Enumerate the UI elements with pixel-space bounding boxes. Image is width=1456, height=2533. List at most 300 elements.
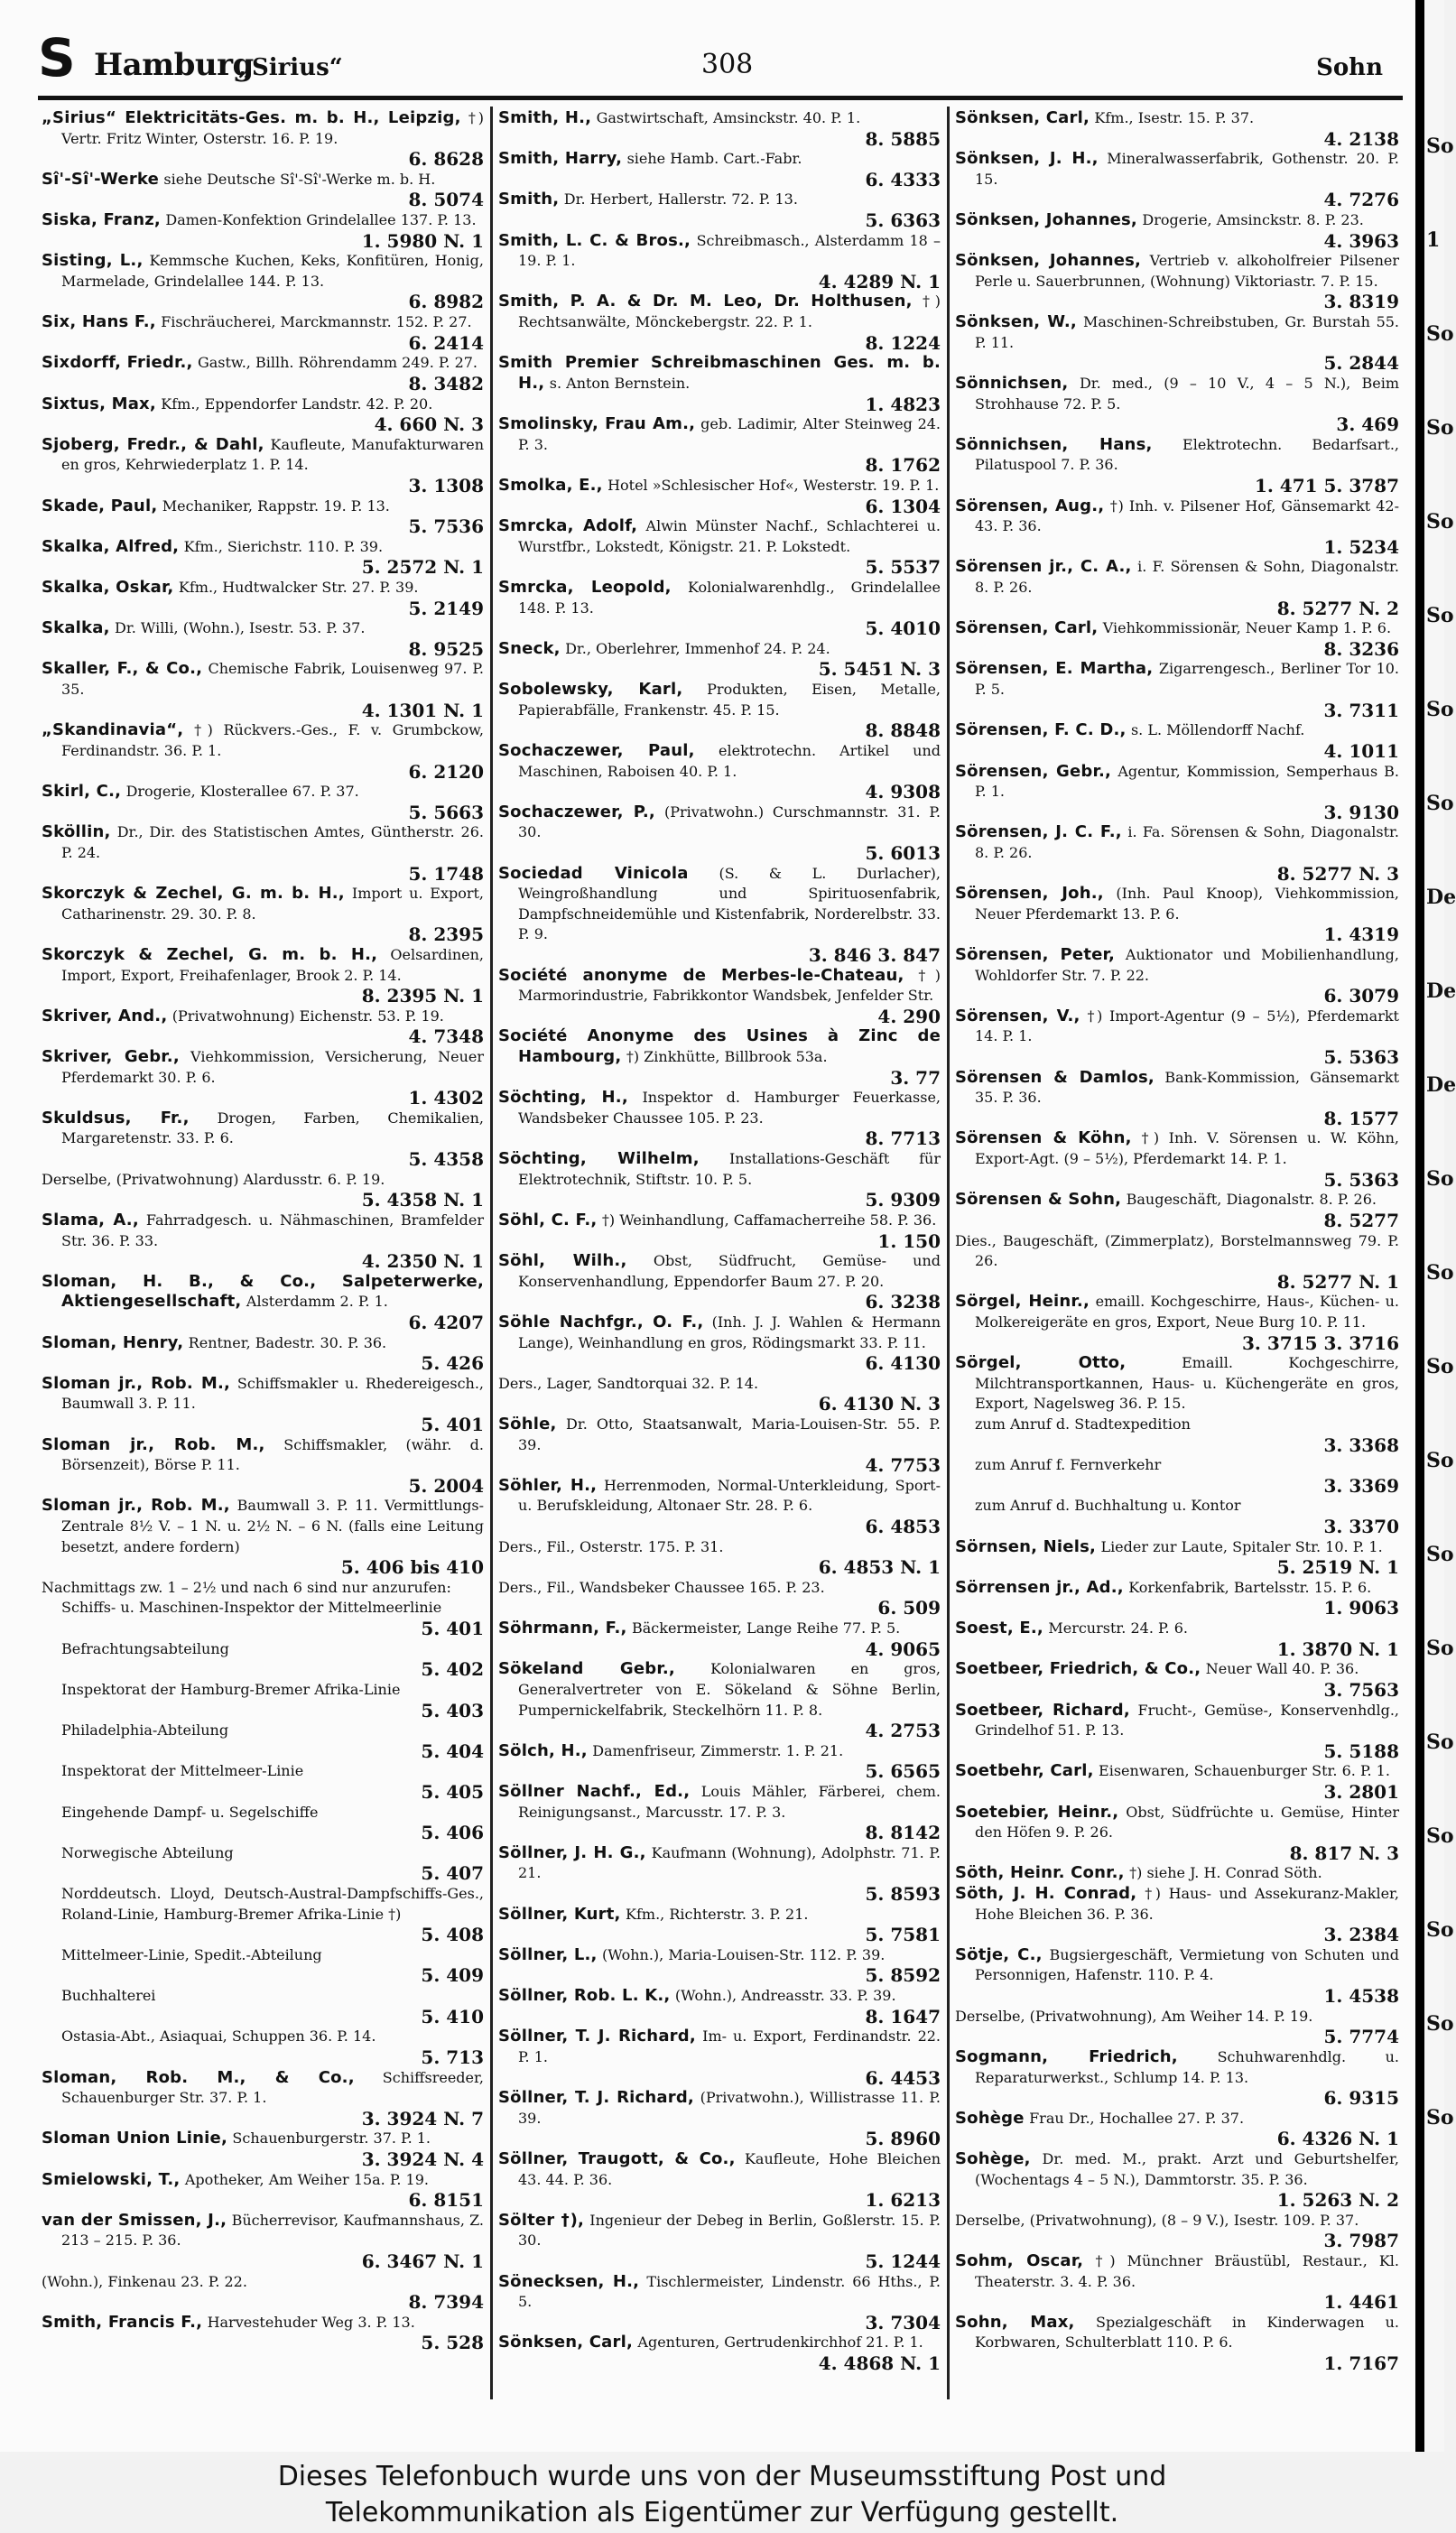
listing-name: Sörensen & Köhn, xyxy=(955,1128,1132,1148)
phone-number: 6. 4207 xyxy=(408,1311,484,1333)
listing-name: Sî'-Sî'-Werke xyxy=(42,169,160,189)
listing-entry xyxy=(955,1190,1399,1230)
listing-details: s. L. Möllendorff Nachf. xyxy=(1130,721,1305,739)
listing-name: Sörensen, J. C. F., xyxy=(955,822,1122,842)
phone-number: 6. 8151 xyxy=(408,2189,484,2212)
listing-details: †) Zinkhütte, Billbrook 53a. xyxy=(626,1048,828,1066)
listing-entry xyxy=(955,1353,1399,1415)
listing-name: Soetbehr, Carl, xyxy=(955,1761,1094,1781)
phone-number: 5. 401 xyxy=(421,1618,484,1640)
city-title: Hamburg xyxy=(94,47,254,83)
listing-details: Schiffsmakler, (währ. d. Börsenzeit), Börse P. 11. xyxy=(61,1435,485,1474)
listing-entry xyxy=(955,374,1399,435)
listing-name: Söth, J. H. Conrad, xyxy=(955,1884,1137,1904)
listing-details: (Wohn.), Andreasstr. 33. P. 39. xyxy=(674,1987,896,2005)
listing-name: Skuldsus, Fr., xyxy=(42,1108,190,1127)
listing-name: Söchting, Wilhelm, xyxy=(498,1149,700,1169)
phone-number: 1. 7167 xyxy=(1323,2352,1399,2375)
phone-number: 1. 9063 xyxy=(1323,1597,1399,1619)
listing-name: Skriver, Gebr., xyxy=(42,1047,180,1067)
listing-details: Baugeschäft, Diagonalstr. 8. P. 26. xyxy=(1126,1191,1377,1209)
phone-number: 4. 4289 N. 1 xyxy=(818,270,941,292)
listing-details: Norddeutsch. Lloyd, Deutsch-Austral-Dampfschiffs-Ges., Roland-Linie, Hamburg-Bremer Afrika-Linie †) xyxy=(61,1885,484,1923)
listing-details: Spezialgeschäft in Kinderwagen u. Korbwaren, Schulterblatt 110. P. 6. xyxy=(975,2313,1399,2352)
listing-entry xyxy=(498,1374,941,1415)
phone-number: 5. 406 xyxy=(421,1822,484,1844)
listing-details: (Inh. J. J. Wahlen & Hermann Lange), Weinhandlung en gros, Rödingsmarkt 33. P. 11. xyxy=(518,1313,941,1351)
listing-name: Sölter †), xyxy=(498,2210,585,2230)
listing-name: Sloman, Rob. M., & Co., xyxy=(42,2067,355,2087)
listing-entry xyxy=(42,1170,484,1211)
phone-number: 8. 2395 xyxy=(408,923,484,946)
listing-entry xyxy=(42,782,484,822)
listing-details: Agenturen, Gertrudenkirchhof 21. P. 1. xyxy=(637,2334,923,2352)
listing-entry xyxy=(498,1905,941,1945)
listing-details: Chemische Fabrik, Louisenweg 97. P. 35. xyxy=(61,660,485,699)
listing-details: Hotel »Schlesischer Hof«, Westerstr. 19. P. 1. xyxy=(607,476,940,494)
phone-number: 5. 2572 N. 1 xyxy=(361,556,484,579)
listing-entry xyxy=(955,1884,1399,1945)
listing-name: Société Anonyme des Usines à Zinc de Hambourg, xyxy=(498,1026,941,1067)
listing-entry xyxy=(42,1211,484,1272)
phone-number: 6. 1304 xyxy=(865,495,941,517)
listing-name: Skorczyk & Zechel, G. m. b. H., xyxy=(42,884,345,904)
phone-number: 5. 2844 xyxy=(1323,352,1399,375)
phone-number: 5. 7536 xyxy=(408,515,484,538)
phone-number: 5. 403 xyxy=(421,1699,484,1721)
listing-entry xyxy=(498,2211,941,2272)
phone-number: 3. 7311 xyxy=(1323,699,1399,721)
listing-entry xyxy=(498,864,941,966)
listing-entry xyxy=(955,312,1399,374)
listing-details: Louis Mähler, Färberei, chem. Reinigungsanst., Marcusstr. 17. P. 3. xyxy=(518,1782,941,1821)
listing-details: s. Anton Bernstein. xyxy=(549,374,691,392)
phone-number: 5. 2149 xyxy=(408,597,484,619)
edge-fragment: So xyxy=(1426,1449,1454,1472)
listing-name: Sloman jr., Rob. M., xyxy=(42,1496,230,1516)
listing-name: Sjoberg, Fredr., & Dahl, xyxy=(42,434,264,454)
listing-details: Produkten, Eisen, Metalle, Papierabfälle, Frankenstr. 45. P. 15. xyxy=(518,681,941,719)
listing-details: Ders., Lager, Sandtorquai 32. P. 14. xyxy=(498,1374,759,1392)
phone-number: 4. 1011 xyxy=(1323,739,1399,762)
listing-details: Ders., Fil., Osterstr. 175. P. 31. xyxy=(498,1537,724,1555)
listing-details: Bücherrevisor, Kaufmannshaus, Z. 213 – 215. P. 36. xyxy=(61,2211,485,2250)
listing-details: Viehkommission, Versicherung, Neuer Pferdemarkt 30. P. 6. xyxy=(61,1048,484,1086)
edge-fragment: So xyxy=(1426,510,1454,534)
listing-details: Zigarrengesch., Berliner Tor 10. P. 5. xyxy=(975,660,1400,699)
phone-number: 5. 5663 xyxy=(408,801,484,823)
listing-entry xyxy=(955,496,1399,558)
listing-name: Sloman jr., Rob. M., xyxy=(42,1434,265,1454)
phone-number: 4. 2753 xyxy=(865,1720,941,1742)
listing-entry xyxy=(42,1680,484,1721)
edge-fragment: So xyxy=(1426,1543,1454,1566)
listing-details: Kaufmann (Wohnung), Adolphstr. 71. P. 21. xyxy=(518,1843,941,1882)
edition-title: „Sirius“ xyxy=(238,54,343,81)
listing-details: Derselbe, (Privatwohnung), (8 – 9 V.), Isestr. 109. P. 37. xyxy=(955,2211,1359,2229)
listing-entry xyxy=(498,2333,941,2373)
listing-entry xyxy=(42,435,484,496)
listing-name: Sönnichsen, Hans, xyxy=(955,434,1153,454)
listing-name: Sixdorff, Friedr., xyxy=(42,353,193,373)
listing-entry xyxy=(498,1026,941,1088)
listing-entry xyxy=(955,1863,1399,1884)
listing-name: Söllner, T. J. Richard, xyxy=(498,2027,696,2046)
listing-entry xyxy=(955,884,1399,945)
listing-name: Sönnichsen, xyxy=(955,373,1069,393)
phone-number: 8. 5277 N. 3 xyxy=(1276,862,1399,885)
edge-fragment: So xyxy=(1426,1918,1454,1942)
listing-entry xyxy=(498,1843,941,1905)
listing-details: Philadelphia-Abteilung xyxy=(61,1721,229,1740)
listing-entry xyxy=(42,884,484,945)
listing-entry xyxy=(955,149,1399,210)
listing-name: Skalka, Alfred, xyxy=(42,536,180,556)
listing-details: Kfm., Richterstr. 3. P. 21. xyxy=(626,1905,809,1923)
listing-details: Alwin Münster Nachf., Schlachterei u. Wurstfbr., Lokstedt, Königstr. 21. P. Lokstedt. xyxy=(518,517,941,555)
listing-details: zum Anruf d. Stadtexpedition xyxy=(975,1415,1191,1433)
listing-entry xyxy=(42,1109,484,1170)
listing-name: Smolka, E., xyxy=(498,475,603,495)
listing-entry xyxy=(955,1455,1399,1496)
listing-name: Sökeland Gebr., xyxy=(498,1659,675,1679)
listing-entry xyxy=(498,149,941,190)
listing-entry xyxy=(498,1578,941,1619)
listing-entry xyxy=(955,1415,1399,1455)
listing-entry xyxy=(498,1986,941,2027)
listing-details: Tischlermeister, Lindenstr. 66 Hths., P. 5. xyxy=(518,2272,941,2311)
listing-details: Obst, Südfrüchte u. Gemüse, Hinter den Höfen 9. P. 26. xyxy=(975,1803,1400,1842)
listing-name: Sohège, xyxy=(955,2148,1031,2168)
listing-entry xyxy=(498,1782,941,1843)
listing-name: Sneck, xyxy=(498,638,561,658)
listing-entry xyxy=(42,2272,484,2313)
phone-number: 8. 1224 xyxy=(865,331,941,354)
listing-details: Kfm., Isestr. 15. P. 37. xyxy=(1094,109,1255,126)
listing-details: Ders., Fil., Wandsbeker Chaussee 165. P. 23. xyxy=(498,1578,825,1596)
listing-entry xyxy=(42,1884,484,1945)
page-header xyxy=(38,27,1401,90)
phone-number: 5. 8592 xyxy=(865,1964,941,1987)
phone-number: 5. 410 xyxy=(421,2005,484,2027)
phone-number: 4. 1301 N. 1 xyxy=(361,699,484,721)
listing-name: Soetbeer, Friedrich, & Co., xyxy=(955,1659,1201,1679)
phone-number: 4. 9308 xyxy=(865,781,941,803)
phone-number: 5. 7581 xyxy=(865,1924,941,1946)
listing-details: †) Import-Agentur (9 – 5½), Pferdemarkt 14. P. 1. xyxy=(975,1007,1399,1045)
listing-name: Smith, P. A. & Dr. M. Leo, Dr. Holthusen, xyxy=(498,292,913,311)
phone-number: 1. 4461 xyxy=(1323,2291,1399,2314)
listing-details: geb. Ladimir, Alter Steinweg 24. P. 3. xyxy=(518,415,941,453)
listing-entry xyxy=(42,2313,484,2353)
listing-name: „Sirius“ Elektricitäts-Ges. m. b. H., Leipzig, xyxy=(42,108,461,127)
phone-number: 3. 3368 xyxy=(1323,1434,1399,1456)
listing-name: Sochaczewer, P., xyxy=(498,802,655,821)
listing-name: Sörensen, Joh., xyxy=(955,884,1104,904)
listing-details: (Privatwohn.), Willistrasse 11. P. 39. xyxy=(518,2089,941,2127)
listing-entry xyxy=(42,2068,484,2129)
listing-name: Söhle, xyxy=(498,1415,557,1434)
listing-entry xyxy=(42,1843,484,1884)
phone-number: 8. 5277 N. 1 xyxy=(1276,1270,1399,1293)
listing-name: Sönksen, Johannes, xyxy=(955,210,1137,230)
phone-number: 8. 7394 xyxy=(408,2291,484,2314)
listing-entry xyxy=(42,1047,484,1109)
listing-details: Alsterdamm 2. P. 1. xyxy=(246,1293,388,1311)
listing-name: Sörensen, Gebr., xyxy=(955,761,1112,781)
listing-details: Nachmittags zw. 1 – 2½ und nach 6 sind nur anzurufen: xyxy=(42,1578,451,1596)
listing-details: †) Marmorindustrie, Fabrikkontor Wandsbek, Jenfelder Str. xyxy=(518,966,941,1005)
listing-name: Sönecksen, H., xyxy=(498,2271,640,2291)
listing-entry xyxy=(498,1659,941,1740)
listing-details: †) Inh. V. Sörensen u. W. Köhn, Export-Agt. (9 – 5½), Pferdemarkt 14. P. 1. xyxy=(975,1129,1399,1168)
listing-name: Sörnsen, Niels, xyxy=(955,1536,1097,1556)
phone-number: 8. 5885 xyxy=(865,127,941,150)
phone-number: 5. 408 xyxy=(421,1924,484,1946)
listing-name: Söhle Nachfgr., O. F., xyxy=(498,1312,704,1331)
listing-details: Emaill. Kochgeschirre, Milchtransportkannen, Haus- u. Küchengeräte en gros, Export, Nagelsweg 36. P. 15. xyxy=(975,1354,1400,1413)
listing-details: Schauenburgerstr. 37. P. 1. xyxy=(232,2129,431,2148)
listing-entry xyxy=(498,476,941,516)
running-head: Sohn xyxy=(1316,54,1383,81)
listing-details: †) siehe J. H. Conrad Söth. xyxy=(1129,1864,1322,1882)
listing-details: (S. & L. Durlacher), Weingroßhandlung und Spirituosenfabrik, Dampfschneidemühle und Kistenfabrik, Norderelbstr. 33. P. 9. xyxy=(518,864,941,943)
listing-entry xyxy=(42,945,484,1007)
listing-name: Sönksen, Carl, xyxy=(498,2333,633,2352)
phone-number: 8. 1647 xyxy=(865,2005,941,2027)
listing-details: (Inh. Paul Knoop), Viehkommission, Neuer Pferdemarkt 13. P. 6. xyxy=(975,885,1400,923)
listing-details: Kemmsche Kuchen, Keks, Konfitüren, Honig, Marmelade, Grindelallee 144. P. 13. xyxy=(61,252,484,290)
listing-entry xyxy=(955,1761,1399,1802)
listing-entry xyxy=(498,2088,941,2149)
phone-number: 3. 2801 xyxy=(1323,1780,1399,1803)
listing-entry xyxy=(955,1068,1399,1129)
phone-number: 3. 3715 3. 3716 xyxy=(1242,1331,1399,1354)
listing-name: Sloman jr., Rob. M., xyxy=(42,1373,231,1393)
footer-line-2: Telekommunikation als Eigentümer zur Verfügung gestellt. xyxy=(325,2497,1119,2528)
phone-number: 5. 528 xyxy=(421,2332,484,2354)
phone-number: 1. 5980 N. 1 xyxy=(361,229,484,252)
listing-name: Sörensen, Carl, xyxy=(955,618,1099,638)
listing-entry xyxy=(42,578,484,618)
listing-name: Skalka, xyxy=(42,618,110,638)
phone-number: 5. 5451 N. 3 xyxy=(818,658,941,681)
listing-entry xyxy=(42,659,484,720)
listing-details: Eingehende Dampf- u. Segelschiffe xyxy=(61,1803,319,1821)
section-letter: S xyxy=(38,27,76,88)
listing-details: Frucht-, Gemüse-, Konservenhdlg., Grindelhof 51. P. 13. xyxy=(975,1701,1400,1740)
listing-entry xyxy=(498,680,941,741)
listing-details: Kfm., Eppendorfer Landstr. 42. P. 20. xyxy=(161,394,433,413)
phone-number: 8. 8848 xyxy=(865,719,941,742)
listing-entry xyxy=(42,1272,484,1333)
phone-number: 1. 6213 xyxy=(865,2189,941,2212)
phone-number: 4. 2350 N. 1 xyxy=(361,1250,484,1273)
phone-number: 1. 4823 xyxy=(865,393,941,415)
listing-entry xyxy=(42,1496,484,1577)
phone-number: 5. 404 xyxy=(421,1740,484,1762)
listing-entry xyxy=(955,1803,1399,1864)
phone-number: 5. 405 xyxy=(421,1780,484,1803)
listing-entry xyxy=(42,108,484,170)
phone-number: 8. 1762 xyxy=(865,454,941,477)
listing-name: Smith Premier Schreibmaschinen Ges. m. b. H., xyxy=(498,353,941,393)
phone-number: 5. 402 xyxy=(421,1658,484,1681)
listing-entry xyxy=(42,2170,484,2211)
listing-name: van der Smissen, J., xyxy=(42,2210,227,2230)
listing-name: Sochaczewer, Paul, xyxy=(498,740,695,760)
phone-number: 5. 4358 N. 1 xyxy=(361,1189,484,1211)
phone-number: 3. 2384 xyxy=(1323,1924,1399,1946)
listing-details: †) Münchner Bräustübl, Restaur., Kl. Theaterstr. 3. 4. P. 36. xyxy=(975,2251,1400,2290)
phone-number: 8. 7713 xyxy=(865,1127,941,1150)
phone-number: 8. 5074 xyxy=(408,189,484,211)
listing-name: Société anonyme de Merbes-le-Chateau, xyxy=(498,965,904,985)
listing-details: Frau Dr., Hochallee 27. P. 37. xyxy=(1029,2109,1245,2127)
phone-number: 1. 4319 xyxy=(1323,923,1399,946)
listing-name: Sohège xyxy=(955,2108,1025,2128)
listing-details: †) Vertr. Fritz Winter, Osterstr. 16. P. 19. xyxy=(61,109,484,147)
phone-number: 6. 4326 N. 1 xyxy=(1276,2128,1399,2150)
edge-fragment: So xyxy=(1426,2106,1454,2129)
phone-number: 5. 6565 xyxy=(865,1760,941,1783)
listing-entry xyxy=(42,1578,484,1599)
phone-number: 5. 406 bis 410 xyxy=(340,1556,484,1579)
listing-name: Skade, Paul, xyxy=(42,496,158,515)
listing-details: Dr. med., (9 – 10 V., 4 – 5 N.), Beim Strohhause 72. P. 5. xyxy=(975,374,1399,413)
phone-number: 1. 5263 N. 2 xyxy=(1276,2189,1399,2212)
phone-number: 5. 407 xyxy=(421,1862,484,1885)
edge-fragment: De xyxy=(1426,1073,1456,1097)
listing-details: Fahrradgesch. u. Nähmaschinen, Bramfelder Str. 36. P. 33. xyxy=(61,1211,484,1249)
listing-entry xyxy=(42,251,484,312)
edge-fragment: So xyxy=(1426,1261,1454,1285)
listing-entry xyxy=(498,2272,941,2334)
listing-details: Mechaniker, Rappstr. 19. P. 13. xyxy=(162,496,390,515)
listing-details: Auktionator und Mobilienhandlung, Wohldorfer Str. 7. P. 22. xyxy=(975,945,1400,984)
listing-details: Drogen, Farben, Chemikalien, Margaretenstr. 33. P. 6. xyxy=(61,1109,484,1147)
phone-number: 5. 5363 xyxy=(1323,1168,1399,1191)
phone-number: 8. 2395 N. 1 xyxy=(361,985,484,1007)
listing-name: Smith, L. C. & Bros., xyxy=(498,230,691,250)
listing-entry xyxy=(42,2027,484,2067)
listing-details: Baumwall 3. P. 11. Vermittlungs-Zentrale 8½ V. – 1 N. u. 2½ N. – 6 N. (falls eine Leitung besetzt, andere fordern) xyxy=(61,1497,485,1555)
listing-entry xyxy=(42,1986,484,2027)
edge-fragment: So xyxy=(1426,135,1454,158)
phone-number: 8. 9525 xyxy=(408,637,484,660)
listing-entry xyxy=(955,1007,1399,1068)
listing-name: Smrcka, Leopold, xyxy=(498,578,672,598)
listing-details: siehe Hamb. Cart.-Fabr. xyxy=(626,150,802,168)
listing-name: Skaller, F., & Co., xyxy=(42,659,203,679)
listing-entry xyxy=(955,210,1399,251)
listing-entry xyxy=(498,1945,941,1986)
phone-number: 3. 846 3. 847 xyxy=(808,943,941,966)
listing-name: Smith, Francis F., xyxy=(42,2312,203,2332)
edge-fragment: So xyxy=(1426,322,1454,346)
phone-number: 5. 8593 xyxy=(865,1883,941,1906)
listing-entry xyxy=(498,1619,941,1659)
phone-number: 5. 4010 xyxy=(865,617,941,640)
listing-entry xyxy=(42,1945,484,1986)
listing-details: Inspektorat der Hamburg-Bremer Afrika-Linie xyxy=(61,1680,401,1698)
column-2 xyxy=(498,108,941,2401)
listing-details: Derselbe, (Privatwohnung) Alardusstr. 6. P. 19. xyxy=(42,1170,385,1188)
listing-details: Bäckermeister, Lange Reihe 77. P. 5. xyxy=(632,1619,901,1638)
listing-entry xyxy=(498,1537,941,1578)
listing-name: Sobolewsky, Karl, xyxy=(498,680,683,700)
listing-name: Sörensen, F. C. D., xyxy=(955,720,1127,740)
listing-name: Smielowski, T., xyxy=(42,2169,181,2189)
phone-number: 6. 8982 xyxy=(408,291,484,313)
listing-name: Sixtus, Max, xyxy=(42,394,156,413)
listing-entry xyxy=(498,292,941,353)
listing-details: Dies., Baugeschäft, (Zimmerplatz), Borstelmannsweg 79. P. 26. xyxy=(955,1231,1399,1270)
listing-entry xyxy=(955,2211,1399,2251)
listing-name: Sköllin, xyxy=(42,822,111,842)
listing-details: Schuhwarenhdlg. u. Reparaturwerkst., Schlump 14. P. 13. xyxy=(975,2047,1399,2086)
listing-name: „Skandinavia“, xyxy=(42,720,184,740)
listing-details: (Wohn.), Maria-Louisen-Str. 112. P. 39. xyxy=(601,1945,886,1963)
listing-entry xyxy=(955,659,1399,720)
phone-number: 4. 7276 xyxy=(1323,189,1399,211)
listing-details: (Privatwohnung) Eichenstr. 53. P. 19. xyxy=(172,1007,444,1025)
listing-entry xyxy=(498,741,941,803)
listing-name: Smith, H., xyxy=(498,108,592,127)
listing-details: Maschinen-Schreibstuben, Gr. Burstah 55. P. 11. xyxy=(975,313,1400,351)
phone-number: 4. 7753 xyxy=(865,1454,941,1477)
listing-name: Sörgel, Heinr., xyxy=(955,1292,1090,1312)
edge-fragment: So xyxy=(1426,1167,1454,1191)
listing-details: Drogerie, Klosterallee 67. P. 37. xyxy=(125,783,359,801)
listing-entry xyxy=(42,1721,484,1761)
edge-fragment: So xyxy=(1426,1824,1454,1848)
listing-details: Rentner, Badestr. 30. P. 36. xyxy=(188,1333,387,1351)
listing-entry xyxy=(42,496,484,537)
listing-details: Mineralwasserfabrik, Gothenstr. 20. P. 15. xyxy=(975,150,1400,188)
listing-name: Söllner, Traugott, & Co., xyxy=(498,2148,736,2168)
listing-entry xyxy=(955,1578,1399,1619)
listing-name: Sociedad Vinicola xyxy=(498,863,689,883)
listing-entry xyxy=(955,251,1399,312)
phone-number: 6. 3079 xyxy=(1323,985,1399,1007)
phone-number: 6. 3238 xyxy=(865,1291,941,1313)
phone-number: 5. 713 xyxy=(421,2046,484,2068)
phone-number: 6. 2120 xyxy=(408,760,484,783)
listing-details: †) Haus- und Assekuranz-Makler, Hohe Bleichen 36. P. 36. xyxy=(975,1885,1400,1923)
listing-entry xyxy=(955,822,1399,884)
edge-fragment: 1 xyxy=(1426,228,1441,252)
phone-number: 5. 8960 xyxy=(865,2128,941,2150)
listing-name: Sörgel, Otto, xyxy=(955,1353,1127,1373)
listing-details: Gastwirtschaft, Amsinckstr. 40. P. 1. xyxy=(596,109,861,126)
listing-entry xyxy=(42,537,484,578)
listing-details: Kaufleute, Hohe Bleichen 43. 44. P. 36. xyxy=(518,2149,941,2188)
listing-entry xyxy=(955,2149,1399,2211)
listing-name: Sörrensen jr., Ad., xyxy=(955,1577,1124,1597)
listing-entry xyxy=(498,1741,941,1782)
phone-number: 5. 6363 xyxy=(865,209,941,232)
listing-name: Sogmann, Friedrich, xyxy=(955,2046,1178,2066)
phone-number: 4. 9065 xyxy=(865,1638,941,1660)
listing-name: Sohm, Oscar, xyxy=(955,2250,1084,2270)
adjacent-page-edge xyxy=(1415,0,1456,2452)
listing-name: Sötje, C., xyxy=(955,1944,1043,1964)
listing-name: Skalka, Oskar, xyxy=(42,578,174,598)
listing-name: Sörensen & Sohn, xyxy=(955,1190,1122,1210)
listing-details: siehe Deutsche Sî'-Sî'-Werke m. b. H. xyxy=(163,170,436,188)
listing-entry xyxy=(955,2047,1399,2109)
